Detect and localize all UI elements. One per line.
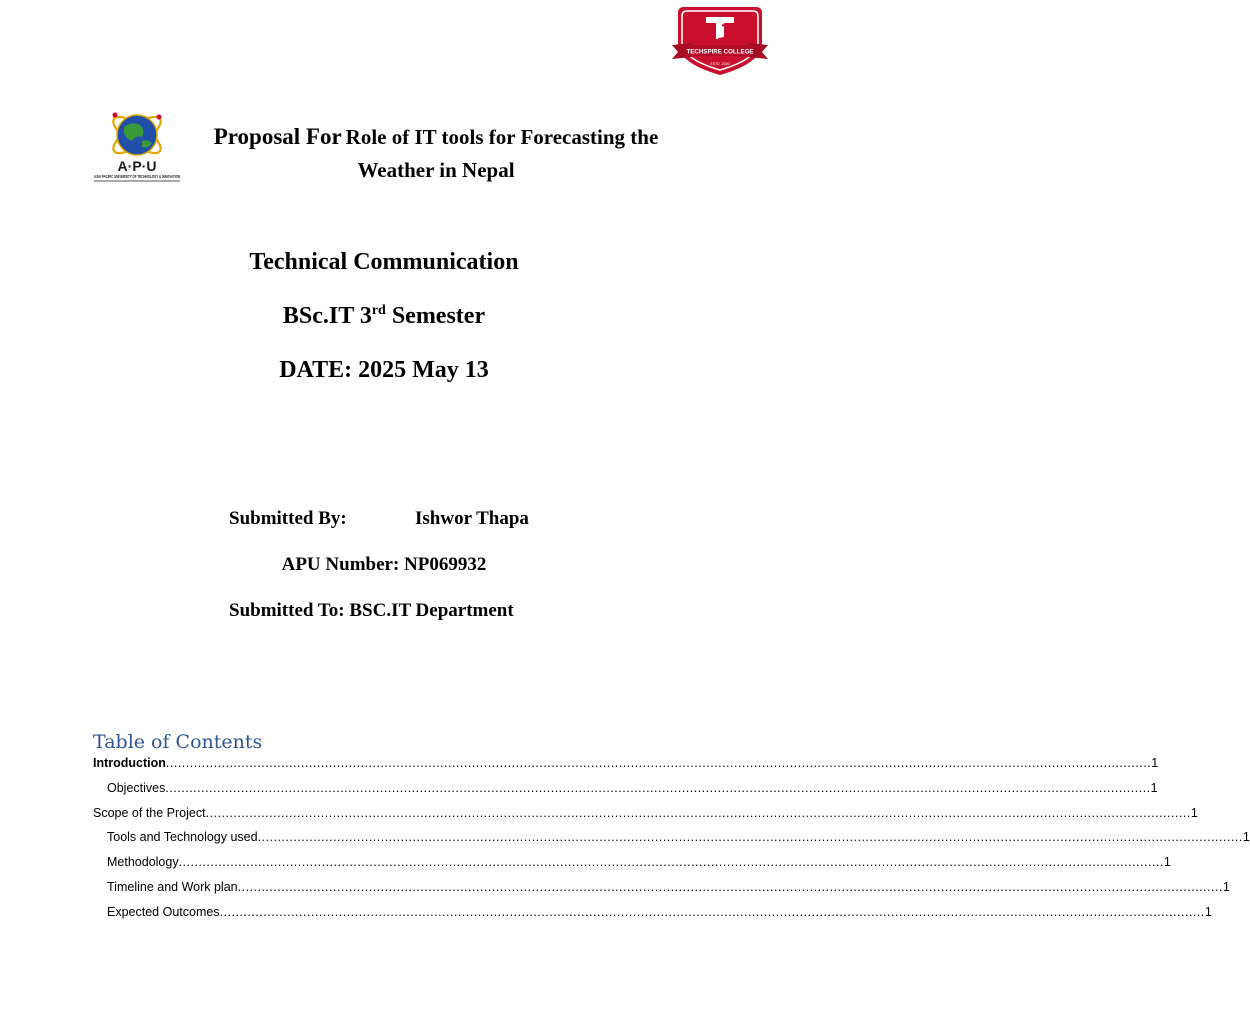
semester-ordinal: rd [371,303,386,318]
toc-leader-dots [166,756,1151,770]
toc-entry-timeline[interactable] [107,880,1230,898]
toc-entry-tools[interactable] [107,830,1250,848]
toc-leader-dots [258,830,1243,844]
toc-entry-label: Timeline and Work plan [107,880,238,894]
course-name: Technical Communication [249,249,519,275]
toc-entry-label: Objectives [107,781,166,795]
submitted-to: Submitted To: BSC.IT Department [229,600,514,621]
apu-number: APU Number: NP069932 [281,554,487,575]
toc-entry-label: Tools and Technology used [107,830,258,844]
toc-entry-page: 1 [1150,781,1158,795]
toc-entry-page: 1 [1151,756,1159,770]
toc-entry-outcomes[interactable] [107,905,1212,923]
apu-logo [92,105,182,185]
toc-entry-page: 1 [1242,830,1250,844]
toc-entry-objectives[interactable] [107,781,1158,799]
toc-leader-dots [206,806,1191,820]
submission-date: DATE: 2025 May 13 [279,357,489,383]
toc-entry-introduction[interactable] [93,756,1159,774]
toc-entry-label: Scope of the Project [93,806,206,820]
apu-logo-text: ASIA PACIFIC UNIVERSITY OF TECHNOLOGY & INNOVATION [94,174,181,179]
submitted-by-name: Ishwor Thapa [415,508,529,529]
toc-entry-scope[interactable] [93,806,1198,824]
college-logo-text: TECHSPIRE COLLEGE [686,48,754,56]
semester-prefix: BSc.IT 3 [282,303,372,329]
submitted-by-label: Submitted By: [229,508,347,529]
proposal-title [196,122,676,188]
toc-leader-dots [179,855,1164,869]
title-topic: Role of IT tools for Forecasting the Weather in Nepal [345,125,659,182]
college-logo-estd: ESTD. 2020 [710,62,730,66]
toc-entry-page: 1 [1190,806,1198,820]
toc-leader-dots [238,880,1223,894]
toc-entry-page: 1 [1204,905,1212,919]
toc-entry-methodology[interactable] [107,855,1171,873]
toc-leader-dots [220,905,1205,919]
toc-leader-dots [165,781,1150,795]
semester-suffix: Semester [385,303,486,329]
apu-logo-letters: A·P·U [117,158,157,174]
toc-entry-page: 1 [1222,880,1230,894]
college-logo [672,5,768,77]
toc-entry-label: Methodology [107,855,179,869]
semester [0,303,768,330]
toc-entry-label: Expected Outcomes [107,905,220,919]
toc-entry-label: Introduction [93,756,166,770]
toc-entry-page: 1 [1163,855,1171,869]
title-lead: Proposal For [213,124,342,149]
toc-heading: Table of Contents [93,731,263,753]
